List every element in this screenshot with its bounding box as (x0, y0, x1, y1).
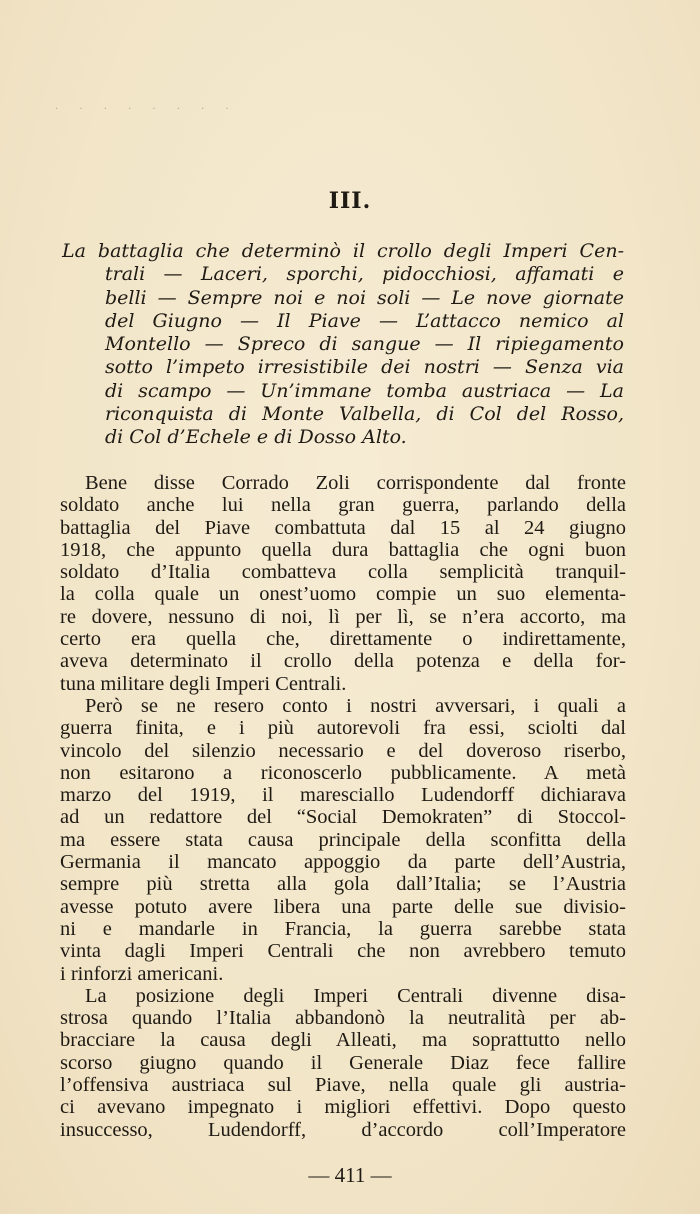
body-line: Germania il mancato appoggio da parte dell’Austria, (60, 851, 626, 874)
body-line: avesse potuto avere libera una parte delle sue divisio- (60, 895, 626, 918)
body-line: aveva determinato il crollo della potenza e della for- (60, 650, 626, 673)
page-specks-decoration: · · · · · · · · (55, 104, 238, 115)
body-line: soldato d’Italia combatteva colla semplicità tranquil- (60, 561, 626, 584)
body-line: bracciare la causa degli Alleati, ma soprattutto nello (60, 1029, 626, 1052)
summary-line: riconquista di Monte Valbella, di Col del Rosso, (105, 403, 624, 426)
body-line: certo era quella che, direttamente o indirettamente, (60, 628, 626, 651)
body-line: i rinforzi americani. (60, 962, 224, 985)
body-line: ma essere stata causa principale della sconfitta della (60, 828, 626, 851)
page-number: — 411 — (308, 1163, 392, 1187)
body-line: marzo del 1919, il maresciallo Ludendorff dichiarava (60, 784, 626, 807)
body-line: vinta dagli Imperi Centrali che non avrebbero temuto (60, 940, 626, 963)
chapter-summary (62, 240, 624, 450)
body-line: ad un redattore del “Social Demokraten” di Stoccol- (60, 806, 626, 829)
summary-line: del Giugno — Il Piave — L’attacco nemico al (105, 309, 624, 332)
body-line: sempre più stretta alla gola dall’Italia; se l’Austria (60, 873, 626, 896)
chapter-number: III. (328, 188, 372, 214)
summary-line: Montello — Spreco di sangue — Il ripiegamento (105, 333, 624, 356)
summary-line: trali — Laceri, sporchi, pidocchiosi, affamati e (105, 263, 624, 286)
body-line: l’offensiva austriaca sul Piave, nella quale gli austria- (60, 1074, 626, 1097)
body-line: ci avevano impegnato i migliori effettivi. Dopo questo (60, 1096, 626, 1119)
body-line: insuccesso, Ludendorff, d’accordo coll’Imperatore (60, 1118, 626, 1141)
summary-line: sotto l’impeto irresistibile dei nostri — Senza via (105, 356, 624, 379)
body-line: la colla quale un onest’uomo compie un suo elementa- (60, 583, 626, 606)
body-line: soldato anche lui nella gran guerra, parlando della (60, 494, 626, 517)
summary-line: La battaglia che determinò il crollo degli Imperi Cen- (62, 240, 624, 262)
body-line: ni e mandarle in Francia, la guerra sarebbe stata (60, 917, 626, 940)
summary-line: di Col d’Echele e di Dosso Alto. (105, 426, 407, 449)
summary-line: di scampo — Un’immane tomba austriaca — La (105, 379, 624, 402)
body-line: non esitarono a riconoscerlo pubblicamente. A metà (60, 761, 626, 784)
body-line: strosa quando l’Italia abbandonò la neutralità per ab- (60, 1007, 626, 1030)
body-line: guerra finita, e i più autorevoli fra essi, sciolti dal (60, 717, 626, 740)
body-line: tuna militare degli Imperi Centrali. (60, 672, 347, 695)
body-line: re dovere, nessuno di noi, lì per lì, se n’era accorto, ma (60, 605, 626, 628)
body-text (60, 472, 626, 1141)
summary-line: belli — Sempre noi e noi soli — Le nove giornate (105, 286, 624, 309)
body-line: Però se ne resero conto i nostri avversari, i quali a (85, 694, 626, 717)
body-line: 1918, che appunto quella dura battaglia che ogni buon (60, 538, 626, 561)
body-line: vincolo del silenzio necessario e del doveroso riserbo, (60, 739, 626, 762)
body-line: Bene disse Corrado Zoli corrispondente dal fronte (85, 472, 626, 494)
body-line: La posizione degli Imperi Centrali divenne disa- (85, 984, 626, 1007)
body-line: scorso giugno quando il Generale Diaz fece fallire (60, 1051, 626, 1074)
body-line: battaglia del Piave combattuta dal 15 al 24 giugno (60, 516, 626, 539)
